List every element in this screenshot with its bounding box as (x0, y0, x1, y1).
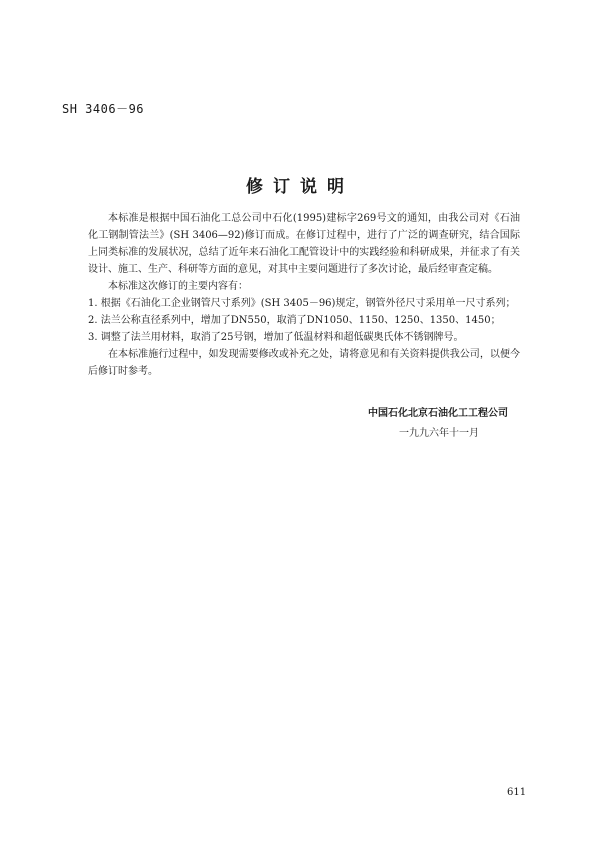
signature-date: 一九九六年十一月 (399, 428, 479, 439)
page-number: 611 (507, 787, 527, 798)
signature-organization: 中国石化北京石油化工工程公司 (368, 408, 508, 419)
page-title: 修订说明 (246, 177, 354, 197)
changes-lead-paragraph: 本标准这次修订的主要内容有： (108, 281, 248, 292)
standard-code: SH 3406－96 (62, 102, 145, 116)
body-text (88, 210, 520, 380)
change-item-3: 3. 调整了法兰用材料，取消了25号钢，增加了低温材料和超低碳奥氏体不锈钢牌号。 (88, 332, 464, 343)
closing-paragraph: 在本标准施行过程中，如发现需要修改或补充之处，请将意见和有关资料提供我公司，以便今后修订时参考。 (88, 349, 520, 377)
signature-block (368, 404, 508, 444)
intro-paragraph: 本标准是根据中国石油化工总公司中石化(1995)建标字269号文的通知，由我公司对《石油化工钢制管法兰》(SH 3406—92)修订而成。在修订过程中，进行了广泛的调查研究，结合国际上同类标准的发展状况，总结了近年来石油化工配管设计中的实践经验和科研成果，并征求了有关设计、施工、生产、科研等方面的意见，对其中主要问题进行了多次讨论，最后经审查定稿。 (88, 213, 520, 275)
change-item-1: 1. 根据《石油化工企业钢管尺寸系列》(SH 3405－96)规定，钢管外径尺寸采用单一尺寸系列； (88, 298, 516, 309)
change-item-2: 2. 法兰公称直径系列中，增加了DN550，取消了DN1050、1150、1250、1350、1450； (88, 315, 501, 326)
